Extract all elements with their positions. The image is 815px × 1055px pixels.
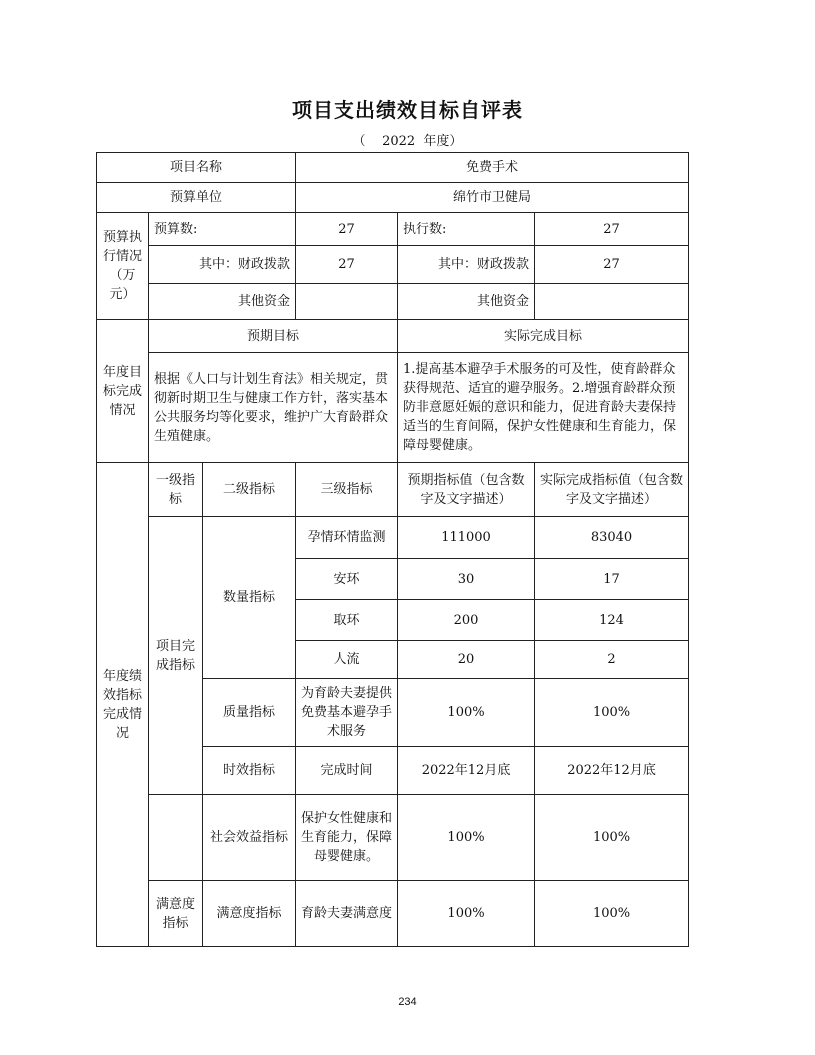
header-expected: 预期指标值（包含数字及文字描述） [398, 463, 535, 517]
other-funds-label: 其他资金 [149, 284, 296, 320]
quality-label: 质量指标 [203, 679, 296, 747]
indicator-expected: 200 [398, 600, 535, 641]
indicator-actual: 17 [535, 559, 689, 600]
expected-target-text: 根据《人口与计划生育法》相关规定，贯彻新时期卫生与健康工作方针，落实基本公共服务均等化要求，维护广大育龄群众生殖健康。 [149, 353, 398, 463]
indicator-name: 完成时间 [296, 747, 398, 795]
fiscal-budget-value: 27 [296, 246, 398, 284]
indicator-actual: 83040 [535, 517, 689, 559]
table-row [97, 246, 689, 284]
year-line: （ 2022 年度） [352, 134, 463, 149]
fiscal-exec-value: 27 [535, 246, 689, 284]
indicator-name: 安环 [296, 559, 398, 600]
project-completion-label: 项目完成指标 [149, 517, 203, 795]
actual-target-text: 1.提高基本避孕手术服务的可及性，使育龄群众获得规范、适宜的避孕服务。2.增强育龄群众预防非意愿妊娠的意识和能力，促进育龄夫妻保持适当的生育间隔，保护女性健康和生育能力，保障母婴健康。 [398, 353, 689, 463]
expected-target-label: 预期目标 [149, 320, 398, 353]
indicator-actual: 2 [535, 641, 689, 679]
fiscal-label: 其中：财政拨款 [149, 246, 296, 284]
indicator-expected: 100% [398, 679, 535, 747]
time-label: 时效指标 [203, 747, 296, 795]
indicator-expected: 100% [398, 881, 535, 947]
perf-label: 年度绩效指标完成情况 [97, 463, 149, 947]
table-row [97, 213, 689, 246]
other-funds-exec-label: 其他资金 [398, 284, 535, 320]
indicator-expected: 30 [398, 559, 535, 600]
social-label: 社会效益指标 [203, 795, 296, 881]
table-row [97, 795, 689, 881]
budget-amount-label: 预算数: [149, 213, 296, 246]
header-level1: 一级指标 [149, 463, 203, 517]
exec-amount-label: 执行数: [398, 213, 535, 246]
actual-target-label: 实际完成目标 [398, 320, 689, 353]
budget-unit-label: 预算单位 [97, 183, 296, 213]
indicator-name: 为育龄夫妻提供免费基本避孕手术服务 [296, 679, 398, 747]
header-level2: 二级指标 [203, 463, 296, 517]
table-row [97, 284, 689, 320]
social-level1-blank [149, 795, 203, 881]
indicator-expected: 2022年12月底 [398, 747, 535, 795]
indicator-expected: 111000 [398, 517, 535, 559]
indicator-name: 孕情环情监测 [296, 517, 398, 559]
indicator-actual: 124 [535, 600, 689, 641]
indicator-actual: 2022年12月底 [535, 747, 689, 795]
indicator-name: 保护女性健康和生育能力，保障母婴健康。 [296, 795, 398, 881]
project-name-value: 免费手术 [296, 153, 689, 183]
satisfaction-level1-label: 满意度指标 [149, 881, 203, 947]
page-number: 234 [398, 996, 417, 1008]
exec-amount-value: 27 [535, 213, 689, 246]
performance-table [96, 152, 689, 947]
table-row [97, 353, 689, 463]
satisfaction-label: 满意度指标 [203, 881, 296, 947]
indicator-actual: 100% [535, 881, 689, 947]
budget-exec-label: 预算执行情况（万元） [97, 213, 149, 320]
table-row [97, 881, 689, 947]
indicator-expected: 100% [398, 795, 535, 881]
fiscal-exec-label: 其中：财政拨款 [398, 246, 535, 284]
indicator-name: 人流 [296, 641, 398, 679]
other-funds-budget [296, 284, 398, 320]
budget-unit-value: 绵竹市卫健局 [296, 183, 689, 213]
header-actual: 实际完成指标值（包含数字及文字描述） [535, 463, 689, 517]
table-row [97, 153, 689, 183]
budget-amount-value: 27 [296, 213, 398, 246]
indicator-name: 育龄夫妻满意度 [296, 881, 398, 947]
page-title: 项目支出绩效目标自评表 [292, 98, 523, 122]
table-row [97, 183, 689, 213]
table-row [97, 463, 689, 517]
table-row [97, 320, 689, 353]
indicator-actual: 100% [535, 795, 689, 881]
indicator-expected: 20 [398, 641, 535, 679]
quantity-label: 数量指标 [203, 517, 296, 679]
table-row [97, 517, 689, 559]
indicator-actual: 100% [535, 679, 689, 747]
project-name-label: 项目名称 [97, 153, 296, 183]
other-funds-exec [535, 284, 689, 320]
header-level3: 三级指标 [296, 463, 398, 517]
indicator-name: 取环 [296, 600, 398, 641]
annual-target-label: 年度目标完成情况 [97, 320, 149, 463]
